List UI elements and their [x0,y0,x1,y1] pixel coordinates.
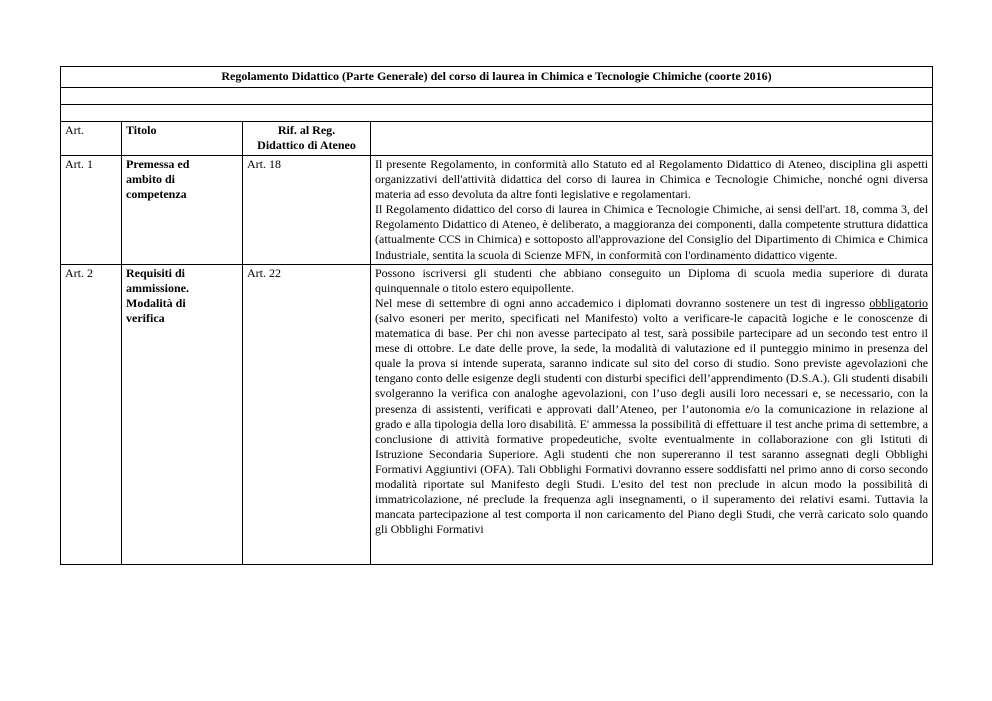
article-paragraph: Il Regolamento didattico del corso di laurea in Chimica e Tecnologie Chimiche, ai sensi dell'art. 18, comma 3, del Regolamento Didattico di Ateneo, è deliberato, a maggioranza dei componenti, dalla competente struttura didattica (attualmente CCS in Chimica) e sottoposto all'approvazione del Consiglio del Dipartimento di Chimica e Chimica Industriale, sentita la scuola di Scienze MFN, in conformità con l'ordinamento didattico vigente. [375,202,929,262]
header-art: Art. [61,122,122,156]
header-rif-line1: Rif. al Reg. [277,123,336,137]
header-rif [243,122,371,156]
article-number: Art. 2 [61,264,122,564]
article-paragraph [375,296,928,538]
blank-row [61,88,933,105]
title-line: Premessa ed [126,157,190,171]
article-paragraph: Possono iscriversi gli studenti che abbiano conseguito un Diploma di scuola media superiore di durata quinquennale o titolo estero equipollente. [375,265,929,295]
header-rif-line2: Didattico di Ateneo [257,138,356,153]
blank-cell [61,105,933,122]
blank-cell [61,88,933,105]
header-text [371,122,933,156]
article-row-1 [61,156,933,265]
text-span: (salvo esoneri per merito, specificati nel Manifesto) volto a verificare-le capacità logiche e le conoscenze di matematica di base. Per chi non avesse partecipato al test, sarà possibile partecipare ad un secondo test entro il mese di ottobre. Le date delle prove, la sede, la modalità di valutazione ed il punteggio minimo in presenza del quale la prova si intende superata, saranno indicate sul sito del corso di studio. Sono previste agevolazioni che tengano conto delle esigenze degli studenti con disturbi specifici dell’apprendimento (D.S.A.). Gli studenti disabili svolgeranno la verifica con analoghe agevolazioni, con l’uso degli ausili loro necessari e, se necessario, con la presenza di assistenti, verificati e approvati dall’Ateneo, per l’autonomia e/o la comunicazione in relazione al grado e alla tipologia della loro disabilità. E' ammessa la possibilità di effettuare il test anche prima di settembre, a conclusione di attività formative propedeutiche, svolte eventualmente in collaborazione con gli Istituti di Istruzione Secondaria Superiore. Agli studenti che non supereranno il test saranno assegnati degli Obblighi Formativi Aggiuntivi (OFA). Tali Obblighi Formativi dovranno essere soddisfatti nel primo anno di corso secondo modalità riportate sul Manifesto degli Studi. L'esito del test non preclude in alcun modo la possibilità di immatricolazione, né preclude la frequenza agli insegnamenti, o il superamento dei relativi esami. Tuttavia la mancata partecipazione al test comporta il non caricamento del Piano degli Studi, che verrà caricato solo quando gli Obblighi Formativi [375,310,929,537]
title-line: ambito di [126,172,176,187]
title-line: verifica [126,310,165,325]
text-span: Nel mese di settembre di ogni anno accademico i diplomati dovranno sostenere un test di ingresso [375,295,870,310]
article-number: Art. 1 [61,156,122,265]
article-rif: Art. 18 [243,156,371,265]
document-title: Regolamento Didattico (Parte Generale) del corso di laurea in Chimica e Tecnologie Chimiche (coorte 2016) [61,67,933,88]
title-line: Modalità di [126,295,186,310]
article-title [122,264,243,564]
article-title [122,156,243,265]
article-text [371,264,933,564]
title-line: competenza [126,187,187,202]
article-row-2 [61,264,933,564]
blank-row [61,105,933,122]
header-row [61,122,933,156]
underlined-text: obbligatorio [869,295,929,310]
title-line: Requisiti di [126,265,186,280]
title-row [61,67,933,88]
regulation-table [60,66,933,565]
article-paragraph: Il presente Regolamento, in conformità allo Statuto ed al Regolamento Didattico di Ateneo, disciplina gli aspetti organizzativi dell'attività didattica del corso di laurea in Chimica e Tecnologie Chimiche, nonché ogni diversa materia ad esso devoluta da altre fonti legislative e regolamentari. [375,157,929,202]
article-text [371,156,933,265]
article-rif: Art. 22 [243,264,371,564]
header-titolo: Titolo [122,122,243,156]
title-line: ammissione. [126,280,189,295]
